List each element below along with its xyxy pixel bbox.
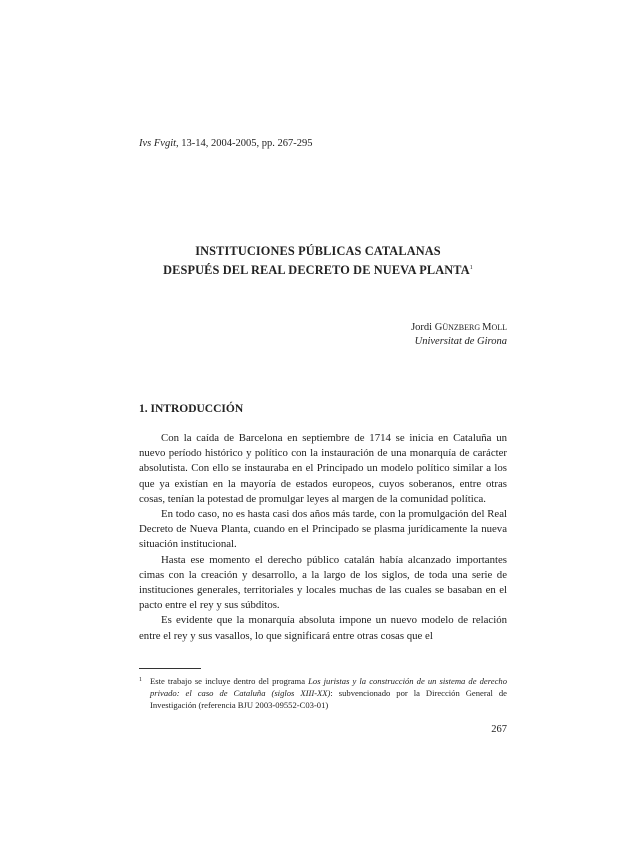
footnote: [139, 675, 507, 711]
author-second-initial: M: [482, 322, 492, 333]
author-block: [411, 321, 507, 349]
footnote-program-title: Los juristas y la construcción de un sistema de derecho privado: el caso de Cataluña (siglos XIII-XX): [150, 676, 507, 698]
journal-name: Ivs Fvgit: [139, 138, 177, 149]
author-second-rest: OLL: [491, 323, 507, 332]
author-given-name: Jordi: [411, 322, 435, 333]
title-footnote-ref[interactable]: 1: [469, 265, 473, 271]
paragraph: Hasta ese momento el derecho público catalán había alcanzado importantes cimas con la creación y desarrollo, a la largo de los siglos, de toda una serie de instituciones generales, territoriales y locales muchas de las cuales se basaban en el pacto entre el rey y sus súbditos.: [139, 553, 507, 612]
page-number: 267: [491, 724, 507, 735]
title-line-2-text: DESPUÉS DEL REAL DECRETO DE NUEVA PLANTA: [163, 263, 470, 278]
citation-details: , 13-14, 2004-2005, pp. 267-295: [176, 138, 313, 149]
author-surname-rest: ÜNZBERG: [442, 323, 483, 332]
section-heading: 1. INTRODUCCIÓN: [139, 403, 244, 415]
footnote-text-end: : subvencionado por la Dirección General de Investigación (referencia BJU 2003-09552-C03-01): [150, 688, 507, 710]
title-line-2: [139, 260, 497, 279]
body-text: [139, 431, 507, 644]
footnote-text: [139, 675, 507, 711]
author-affiliation: Universitat de Girona: [414, 336, 507, 347]
footnote-divider: [139, 668, 201, 669]
author-surname-initial: G: [434, 322, 443, 333]
journal-citation: [139, 137, 313, 150]
footnote-number: 1: [139, 677, 142, 683]
title-line-1: INSTITUCIONES PÚBLICAS CATALANAS: [195, 244, 441, 258]
paragraph: Es evidente que la monarquía absoluta impone un nuevo modelo de relación entre el rey y sus vasallos, lo que significará entre otras cosas que el: [139, 614, 507, 642]
paragraph: En todo caso, no es hasta casi dos años más tarde, con la promulgación del Real Decreto de Nueva Planta, cuando en el Principado se plasma jurídicamente la nueva situación institucional.: [139, 508, 507, 551]
article-title: [139, 243, 497, 279]
footnote-text-start: Este trabajo se incluye dentro del programa: [150, 676, 309, 686]
author-name: [411, 321, 507, 335]
paragraph: Con la caída de Barcelona en septiembre de 1714 se inicia en Cataluña un nuevo período histórico y político con la instauración de una monarquía de carácter absolutista. Con ello se instauraba en el Principado un modelo político similar a los que ya existían en la mayoría de estados europeos, cuyos soberanos, entre otras cosas, tenían la potestad de promulgar leyes al margen de la comunidad política.: [139, 432, 507, 505]
